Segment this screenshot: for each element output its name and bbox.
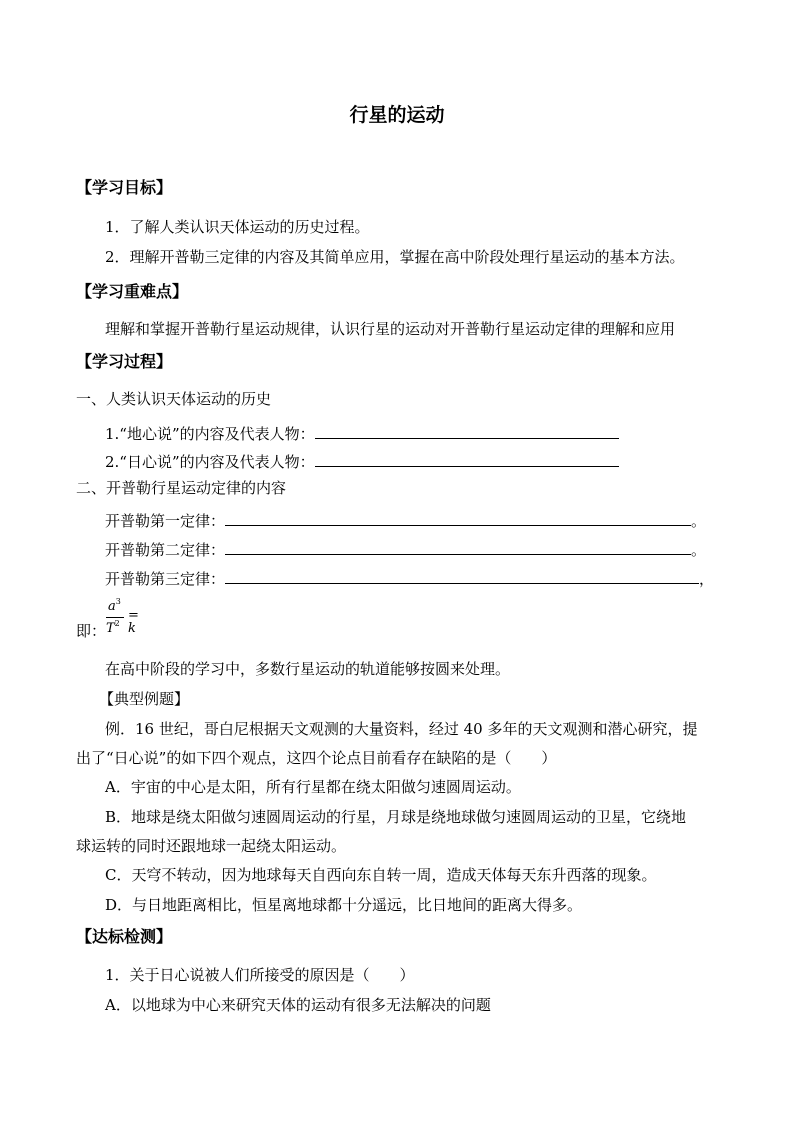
example-stem: 例．16 世纪，哥白尼根据天文观测的大量资料，经过 40 多年的天文观测和潜心研究，提 (105, 720, 698, 738)
question-label: 1.“地心说”的内容及代表人物： (105, 425, 315, 443)
part1-heading: 一、人类认识天体运动的历史 (76, 390, 272, 408)
formula-rhs: = k (128, 608, 139, 636)
formula-numerator-exponent: 3 (115, 597, 121, 606)
punctuation: 。 (691, 512, 707, 530)
fraction-bar (106, 617, 124, 618)
key-points-text: 理解和掌握开普勒行星运动规律，认识行星的运动对开普勒行星运动定律的理解和应用 (105, 320, 676, 338)
part2-heading: 二、开普勒行星运动定律的内容 (76, 479, 287, 497)
section-heading-key-points: 【学习重难点】 (76, 282, 189, 301)
objective-item: 1．了解人类认识天体运动的历史过程。 (105, 218, 370, 236)
formula-numerator: a (108, 599, 116, 614)
example-stem: 出了“日心说”的如下四个观点，这四个论点目前看存在缺陷的是（ ） (76, 749, 557, 767)
example-option-a: A．宇宙的中心是太阳，所有行星都在绕太阳做匀速圆周运动。 (105, 778, 521, 796)
fill-line-heliocentric (105, 452, 619, 470)
answer-blank[interactable] (315, 452, 619, 467)
punctuation: 。 (691, 541, 707, 559)
question-label: 2.“日心说”的内容及代表人物： (105, 453, 315, 471)
punctuation: ， (699, 570, 715, 588)
section-heading-process: 【学习过程】 (76, 352, 173, 371)
assessment-option-a: A．以地球为中心来研究天体的运动有很多无法解决的问题 (105, 996, 491, 1014)
answer-blank[interactable] (225, 540, 691, 555)
example-option-c: C．天穹不转动，因为地球每天自西向东自转一周，造成天体每天东升西落的现象。 (105, 866, 657, 884)
example-option-b: B．地球是绕太阳做匀速圆周运动的行星，月球是绕地球做匀速圆周运动的卫星，它绕地 (105, 808, 687, 826)
objective-item: 2．理解开普勒三定律的内容及其简单应用，掌握在高中阶段处理行星运动的基本方法。 (105, 248, 685, 266)
fill-line-law2 (105, 540, 706, 558)
law-label: 开普勒第三定律： (105, 570, 226, 588)
ji-label: 即： (76, 622, 107, 640)
section-heading-assessment: 【达标检测】 (76, 927, 173, 946)
section-heading-objectives: 【学习目标】 (76, 178, 173, 197)
example-option-b-cont: 球运转的同时还跟地球一起绕太阳运动。 (76, 837, 347, 855)
assessment-question: 1．关于日心说被人们所接受的原因是（ ） (105, 966, 415, 984)
answer-blank[interactable] (225, 569, 699, 584)
fill-line-law1 (105, 511, 706, 529)
formula-denominator-exponent: 2 (114, 619, 120, 628)
orbit-note: 在高中阶段的学习中，多数行星运动的轨道能够按圆来处理。 (105, 660, 511, 678)
law-label: 开普勒第二定律： (105, 541, 226, 559)
example-option-d: D．与日地距离相比，恒星离地球都十分遥远，比日地间的距离大得多。 (105, 896, 583, 914)
formula-denominator: T (106, 621, 115, 636)
law-label: 开普勒第一定律： (105, 512, 226, 530)
fill-line-law3 (105, 569, 714, 587)
fill-line-geocentric (105, 424, 619, 442)
example-heading: 【典型例题】 (99, 690, 190, 708)
answer-blank[interactable] (315, 424, 619, 439)
answer-blank[interactable] (225, 511, 691, 526)
page-title: 行星的运动 (349, 104, 445, 126)
